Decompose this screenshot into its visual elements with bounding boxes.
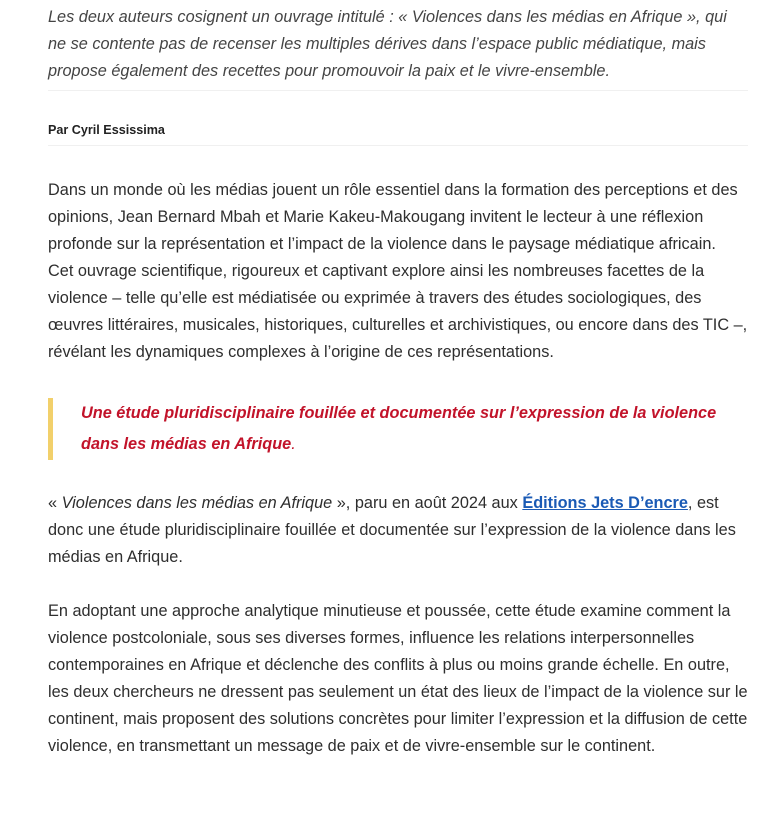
pull-quote-text: Une étude pluridisciplinaire fouillée et documentée sur l’expression de la violence dans les médias en Afrique (81, 404, 717, 453)
paragraph (48, 490, 748, 571)
paragraph (48, 146, 748, 366)
paragraph: En adoptant une approche analytique minutieuse et poussée, cette étude examine comment la violence postcoloniale, sous ses diverses formes, influence les relations interpersonnelles contemporaines en Afrique et déclenche des conflits à plus ou moins grande échelle. En outre, les deux chercheurs ne dressent pas seulement un état des lieux de l’impact de la violence sur le continent, mais proposent des solutions concrètes pour limiter l’expression et la diffusion de cette violence, en transmettant un message de paix et de vivre-ensemble sur le continent. (48, 602, 748, 755)
paragraph-text: Dans un monde où les médias jouent un rôle essentiel dans la formation des perceptions et des opinions, Jean Bernard Mbah et Marie Kakeu-Makougang invitent le lecteur à une réflexion profonde sur la représentation et l’impact de la violence dans le paysage médiatique africain. (48, 181, 738, 253)
pull-quote (48, 398, 748, 460)
open-quote: « (48, 494, 62, 512)
pull-quote-end: . (291, 435, 296, 453)
book-title: Violences dans les médias en Afrique (61, 494, 333, 512)
author-byline: Par Cyril Essissima (48, 123, 165, 137)
paragraph-text: Cet ouvrage scientifique, rigoureux et captivant explore ainsi les nombreuses facettes de la violence – telle qu’elle est médiatisée ou exprimée à travers des études sociologiques, des œuvres littéraires, musicales, historiques, culturelles et archivistiques, ou encore dans des TIC –, révélant les dynamiques complexes à l’origine de ces représentations. (48, 262, 748, 361)
article (48, 0, 748, 760)
paragraph-text: », paru en août 2024 aux (332, 494, 523, 512)
article-lead: Les deux auteurs cosignent un ouvrage intitulé : « Violences dans les médias en Afrique », qui ne se contente pas de recenser les multiples dérives dans l’espace public médiatique, mais propose également des recettes pour promouvoir la paix et le vivre-ensemble. (48, 8, 727, 80)
paragraph-text: , est donc une étude pluridisciplinaire fouillée et documentée sur l’expression de la violence dans les médias en Afrique. (48, 494, 736, 566)
publisher-link[interactable]: Éditions Jets D’encre (522, 494, 688, 512)
